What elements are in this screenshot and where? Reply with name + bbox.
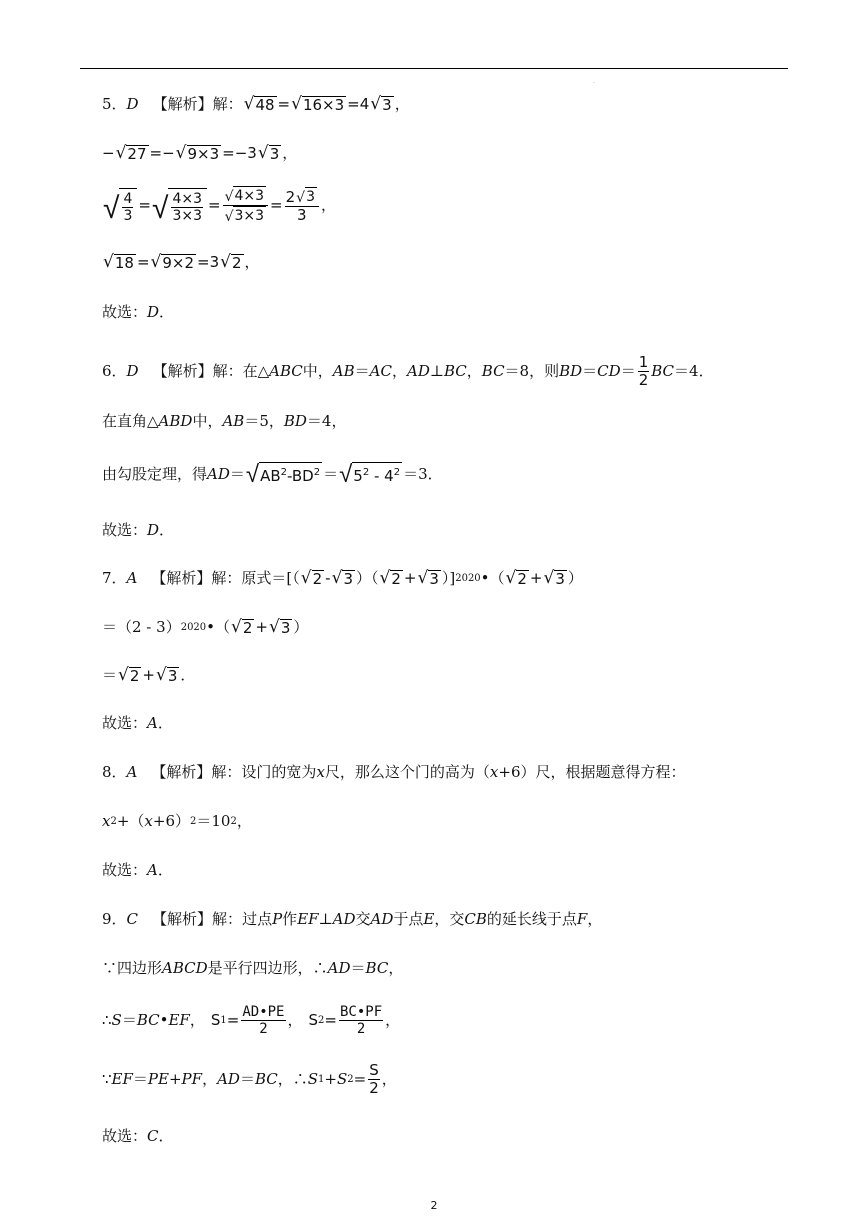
fraction: √ 4×3 √ 3×3 [223,186,268,226]
analysis-label: 【解析】 [151,569,212,587]
q5-line3: √ $\frac{4}{3}$ = √ $\frac{4\times 3}{3\times 3}$ = √ 4×3 √ 3×3 = 2 √ 3 3 ， [103,188,337,226]
page-number: 2 [430,1199,438,1212]
fraction: $\frac{1}{2}$ [638,353,649,390]
q7-line3: ＝ √ 2 + √ 3 ． [102,665,196,685]
q7-choice: 故选： A ． [102,714,173,732]
q6-answer: D [126,362,139,381]
radical: √ 9×2 [150,252,195,272]
q7-line1: 7． A 【解析】 解： 原式＝[（ √ 2 - √ 3 ）（ √ 2 + √ 3 ）] 2020 •（ √ 2 + √ 3 ） [102,568,583,588]
q8-line2: x 2 +（ x +6） 2 ＝10 2 ， [102,812,252,830]
q7-number: 7． [102,569,127,587]
radical: √ 3 [370,94,392,114]
q7-answer: A [126,569,138,587]
radical: √ 16×3 [291,94,345,114]
radical: √ 9×3 [175,143,220,163]
radical: √ $\frac{4}{3}$ [103,188,137,224]
radical: √ 2 [220,252,242,272]
fraction: $\frac{AD•PE}{2}$ [242,1004,285,1038]
q5-line4: √ 18 = √ 9×2 =3 √ 2 ， [103,252,260,272]
fraction: $\frac{S}{2}$ [369,1061,379,1098]
radical: √ 3 [257,143,280,163]
radical: √ $\frac{4\times 3}{3\times 3}$ [152,188,207,224]
q8-number: 8． [102,763,127,781]
q5-choice: 故选： D ． [102,303,175,321]
q5-number: 5． [102,95,127,113]
radical: √ 18 [103,252,134,272]
q7-line2: ＝（2 - 3） 2020 •（ √ 2 + √ 3 ） [102,617,309,637]
q6-choice: 故选： D ． [102,521,175,539]
q6-line3: 由勾股定理，得 AD ＝ √ $AB^2-BD^2$ ＝ √ $5^2 - 4^2$ ＝3． [102,460,443,488]
fraction: $\frac{BC•PF}{2}$ [340,1004,383,1038]
q5-answer: D [126,95,139,113]
q8-line1: 8． A 【解析】 解： 设门的宽为 x 尺，那么这个门的高为（ x +6）尺，根据题意得方程： [102,763,686,781]
analysis-label: 【解析】 [152,910,213,928]
radical: √ $AB^2-BD^2$ [245,460,321,488]
radical: √ 48 [243,94,275,114]
q5-line1: 5． D 【解析】 解： √ 48 = √ 16×3 =4 √ 3 ， [102,94,410,114]
fraction: 2 √ 3 3 [285,187,319,225]
header-rule [80,68,788,69]
q9-line2: ∵四边形 ABCD 是平行四边形，∴ AD ＝ BC ， [102,959,404,977]
analysis-label: 【解析】 [152,362,213,381]
q9-line1: 9． C 【解析】 解： 过点 P 作 EF ⊥ AD 交 AD 于点 E ，交 CB 的延长线于点 F ， [102,910,603,928]
q8-choice: 故选： A ． [102,861,173,879]
q9-number: 9． [102,910,127,928]
analysis-label: 【解析】 [151,763,212,781]
q6-number: 6． [102,362,127,381]
q5-line2: − √ 27 =− √ 9×3 =−3 √ 3 ， [102,143,298,163]
q9-line4: ∵ EF ＝ PE + PF ， AD ＝ BC ，∴ S 1 + S 2 = $\frac{S}{2}$ ， [102,1061,397,1098]
radical: √ 27 [115,143,147,163]
q9-choice: 故选： C ． [102,1127,174,1145]
speck: . [593,78,595,85]
q6-line2: 在直角△ ABD 中， AB ＝5， BD ＝4， [102,412,347,430]
q8-answer: A [126,763,138,781]
q6-line1: 6． D 【解析】 解： 在△ ABC 中， AB ＝ AC ， AD ⊥ BC ， BC ＝8，则 BD ＝ CD ＝ $\frac{1}{2}$ BC ＝4． [102,353,714,390]
radical: √ $5^2 - 4^2$ [339,460,401,488]
q9-line3: ∴ S ＝ BC • EF ， S 1 = $\frac{AD•PE}{2}$ ， S 2 = $\frac{BC•PF}{2}$ ， [102,1004,401,1038]
analysis-label: 【解析】 [152,95,213,113]
q9-answer: C [126,910,139,928]
